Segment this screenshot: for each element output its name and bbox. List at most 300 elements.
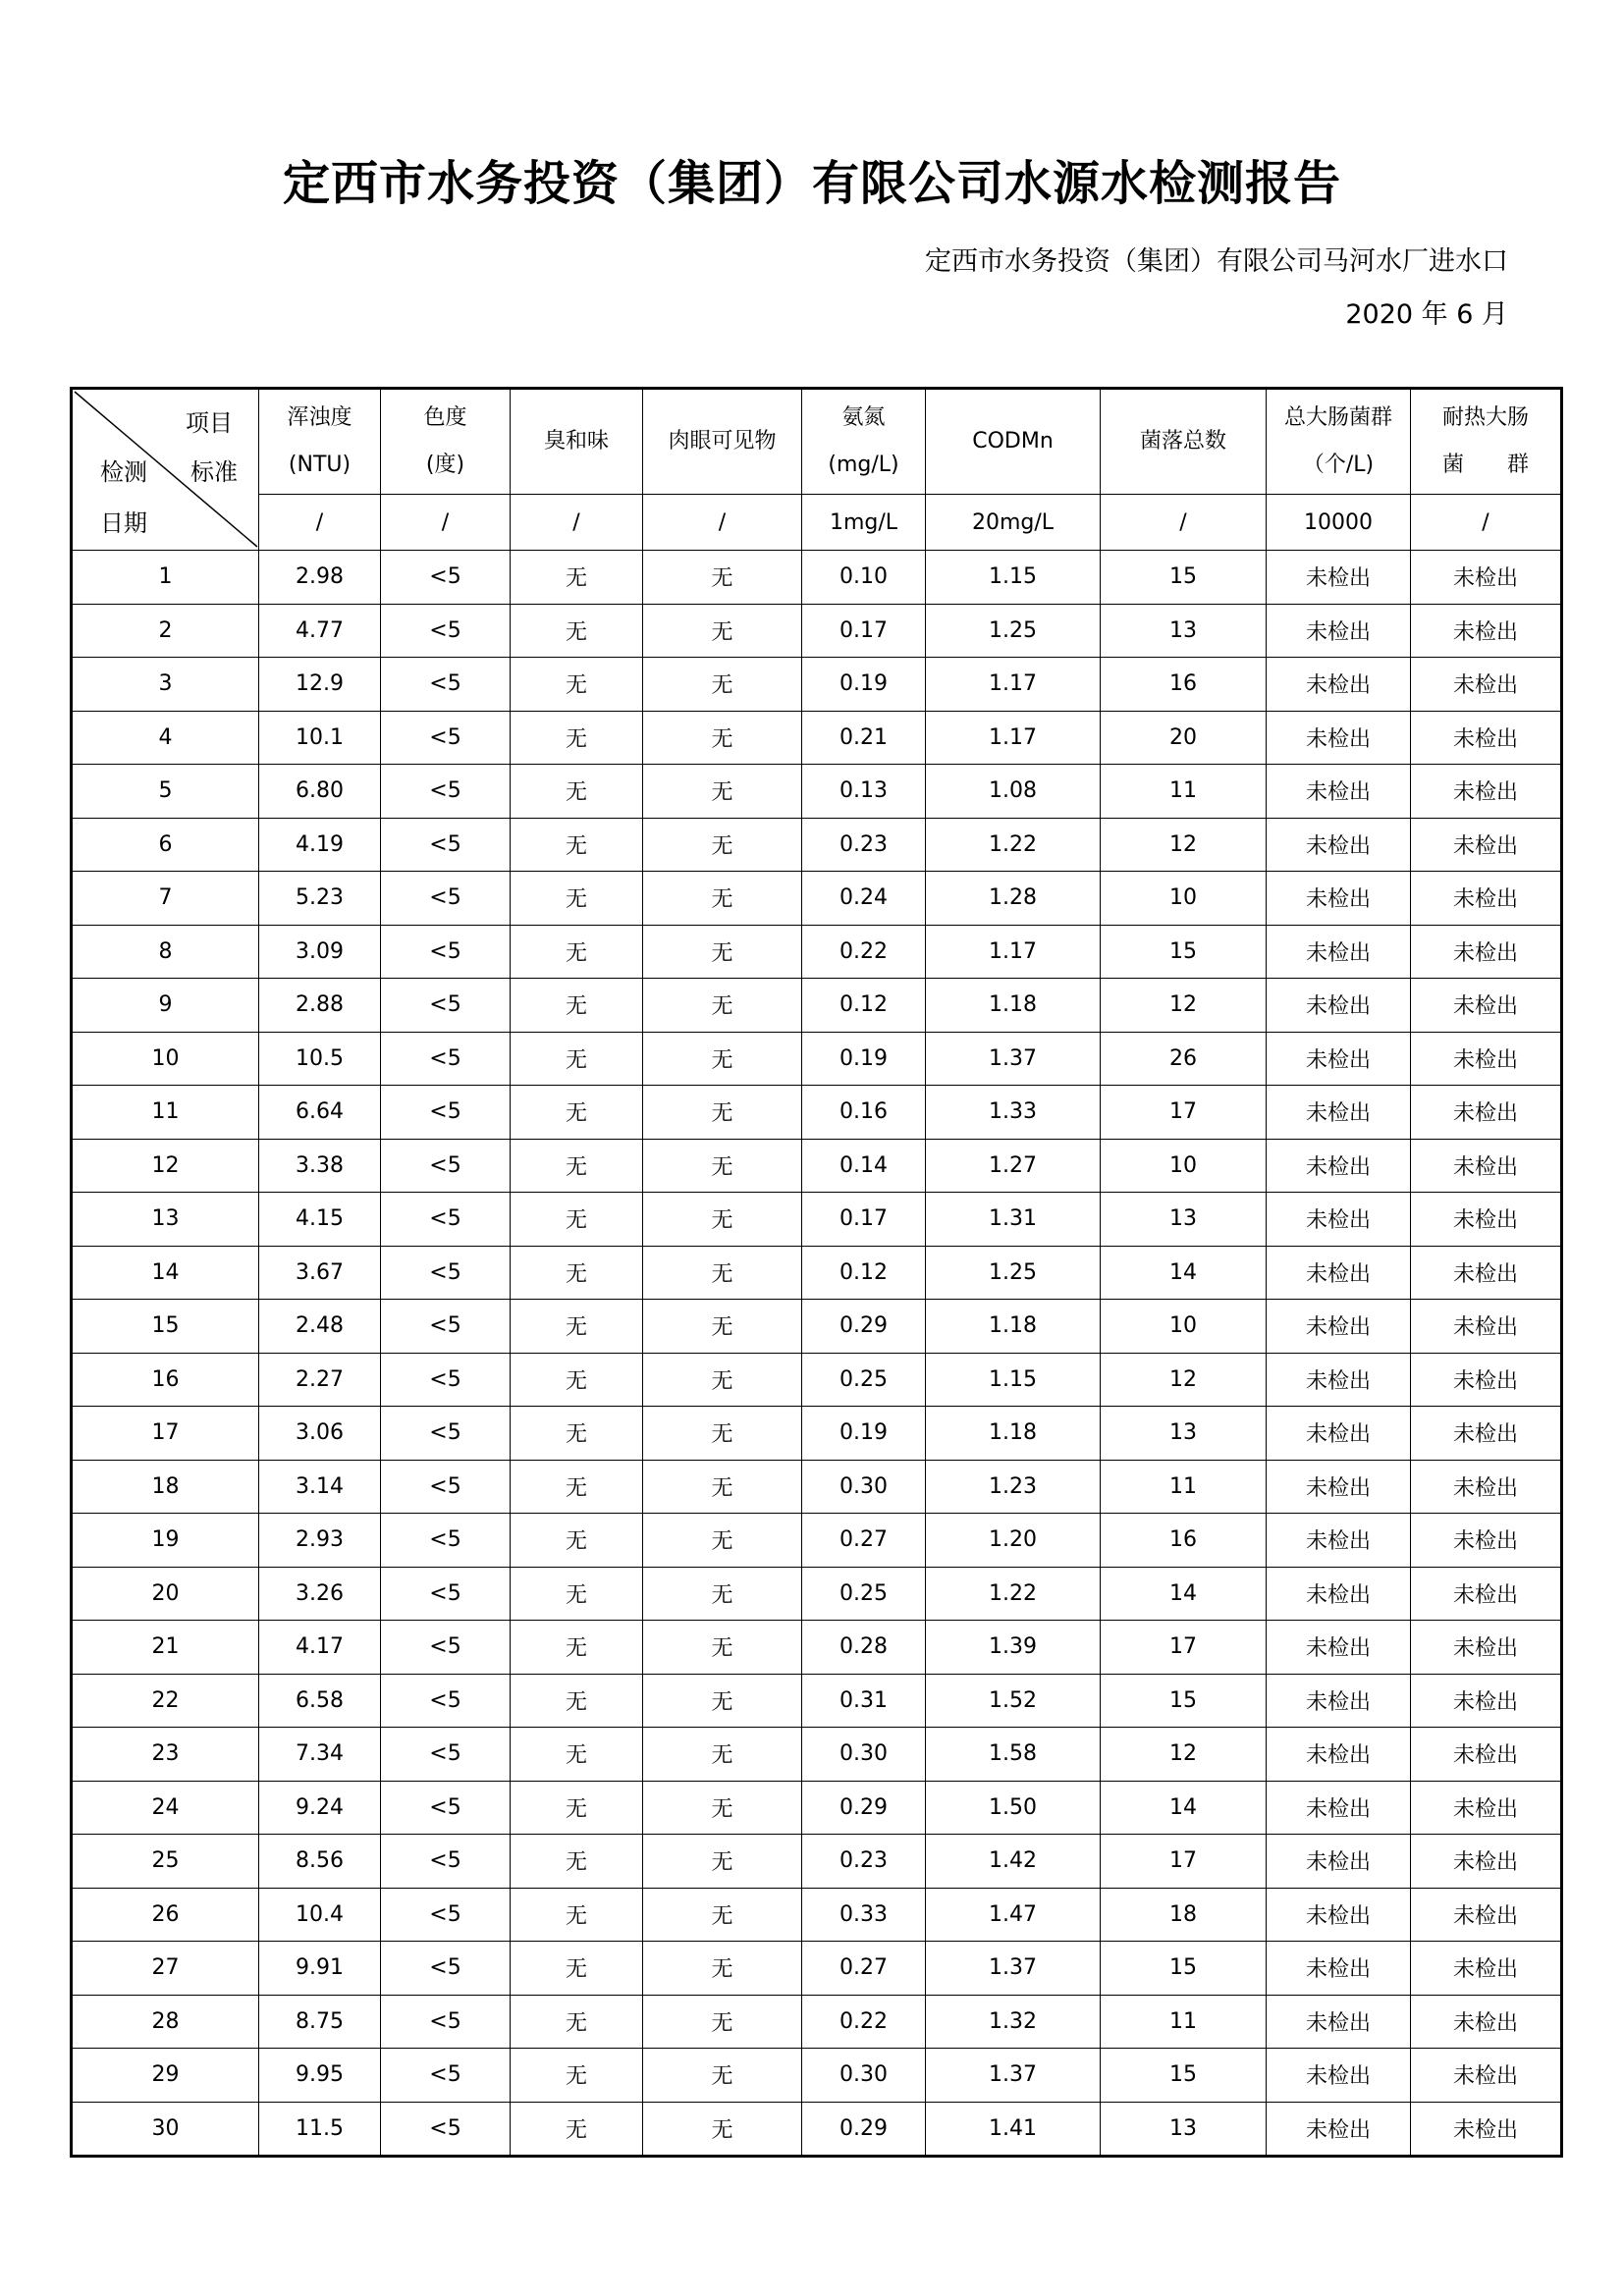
table-cell: 未检出	[1411, 2102, 1561, 2156]
day-cell: 22	[73, 1674, 259, 1728]
table-cell: 无	[511, 872, 643, 926]
table-cell: 无	[643, 658, 802, 712]
table-cell: 未检出	[1411, 1086, 1561, 1140]
table-cell: 0.22	[802, 925, 926, 979]
table-row	[73, 1728, 1561, 1782]
table-row	[73, 1086, 1561, 1140]
column-standard: 10000	[1267, 495, 1411, 551]
table-cell: 3.06	[259, 1407, 381, 1461]
table-cell: 无	[511, 1139, 643, 1193]
table-cell: 17	[1101, 1086, 1267, 1140]
table-cell: <5	[381, 1246, 511, 1300]
table-cell: 无	[511, 1995, 643, 2049]
table-cell: 无	[643, 1086, 802, 1140]
table-cell: 0.22	[802, 1995, 926, 2049]
column-header	[259, 390, 381, 495]
table-cell: 无	[511, 1300, 643, 1354]
table-cell: 1.37	[926, 1032, 1101, 1086]
table-cell: 未检出	[1411, 711, 1561, 765]
table-cell: 未检出	[1411, 1353, 1561, 1407]
table-cell: 1.31	[926, 1193, 1101, 1247]
table-cell: 无	[643, 1567, 802, 1621]
day-cell: 27	[73, 1942, 259, 1996]
table-cell: 未检出	[1267, 1888, 1411, 1942]
column-header-unit: 菌 群	[1441, 453, 1529, 477]
table-row	[73, 1514, 1561, 1568]
table-cell: 无	[643, 2049, 802, 2103]
table-cell: 0.16	[802, 1086, 926, 1140]
table-cell: <5	[381, 1193, 511, 1247]
table-cell: 未检出	[1267, 2102, 1411, 2156]
table-cell: 未检出	[1411, 1193, 1561, 1247]
table-cell: 5.23	[259, 872, 381, 926]
table-cell: <5	[381, 765, 511, 819]
table-row	[73, 2049, 1561, 2103]
table-cell: 12	[1101, 1353, 1267, 1407]
corner-test-label: 检测	[100, 458, 147, 486]
table-cell: 1.50	[926, 1781, 1101, 1835]
table-cell: 1.37	[926, 1942, 1101, 1996]
table-cell: 无	[511, 1728, 643, 1782]
table-cell: 13	[1101, 1407, 1267, 1461]
day-cell: 4	[73, 711, 259, 765]
table-cell: 无	[643, 1139, 802, 1193]
table-cell: 0.23	[802, 1835, 926, 1889]
table-row	[73, 1781, 1561, 1835]
report-date: 2020 年 6 月	[1345, 299, 1508, 330]
table-cell: 无	[511, 1621, 643, 1675]
table-row	[73, 1139, 1561, 1193]
table-cell: 无	[511, 1460, 643, 1514]
corner-diagonal-cell	[73, 390, 259, 551]
table-cell: 0.19	[802, 1032, 926, 1086]
table-cell: 9.24	[259, 1781, 381, 1835]
table-cell: 未检出	[1267, 765, 1411, 819]
table-cell: <5	[381, 1353, 511, 1407]
table-cell: 未检出	[1411, 2049, 1561, 2103]
table-cell: 1.23	[926, 1460, 1101, 1514]
table-cell: 无	[511, 1514, 643, 1568]
table-cell: 1.25	[926, 604, 1101, 658]
table-cell: <5	[381, 979, 511, 1033]
table-cell: 未检出	[1411, 925, 1561, 979]
column-header-unit: (NTU)	[288, 453, 352, 477]
column-header-unit: (mg/L)	[828, 453, 899, 477]
table-cell: 15	[1101, 551, 1267, 605]
table-cell: <5	[381, 925, 511, 979]
table-cell: 未检出	[1411, 1407, 1561, 1461]
column-header	[802, 390, 926, 495]
table-row	[73, 1246, 1561, 1300]
table-cell: 无	[643, 711, 802, 765]
table-cell: 2.88	[259, 979, 381, 1033]
table-cell: 无	[511, 1032, 643, 1086]
table-cell: 0.30	[802, 1460, 926, 1514]
day-cell: 9	[73, 979, 259, 1033]
table-cell: 1.42	[926, 1835, 1101, 1889]
table-cell: 未检出	[1267, 1246, 1411, 1300]
table-cell: 16	[1101, 1514, 1267, 1568]
table-cell: 0.25	[802, 1567, 926, 1621]
table-cell: 2.98	[259, 551, 381, 605]
table-cell: 1.17	[926, 658, 1101, 712]
table-cell: 0.23	[802, 818, 926, 872]
table-cell: 未检出	[1411, 1942, 1561, 1996]
table-cell: <5	[381, 2102, 511, 2156]
day-cell: 25	[73, 1835, 259, 1889]
table-cell: 无	[511, 1942, 643, 1996]
table-cell: 无	[643, 1835, 802, 1889]
table-row	[73, 1300, 1561, 1354]
table-cell: 无	[511, 1567, 643, 1621]
table-cell: <5	[381, 1300, 511, 1354]
table-cell: <5	[381, 818, 511, 872]
table-cell: 未检出	[1411, 1139, 1561, 1193]
column-standard: /	[1101, 495, 1267, 551]
table-cell: 0.28	[802, 1621, 926, 1675]
day-cell: 5	[73, 765, 259, 819]
table-cell: 0.29	[802, 1781, 926, 1835]
day-cell: 10	[73, 1032, 259, 1086]
table-cell: 15	[1101, 1942, 1267, 1996]
table-cell: <5	[381, 1621, 511, 1675]
table-cell: 无	[511, 604, 643, 658]
table-cell: 4.19	[259, 818, 381, 872]
column-standard: 20mg/L	[926, 495, 1101, 551]
table-cell: 12.9	[259, 658, 381, 712]
table-cell: 1.32	[926, 1995, 1101, 2049]
table-cell: 未检出	[1411, 1781, 1561, 1835]
table-cell: 未检出	[1411, 765, 1561, 819]
column-header-unit: (度)	[425, 453, 465, 477]
table-cell: 未检出	[1267, 1139, 1411, 1193]
table-cell: <5	[381, 2049, 511, 2103]
table-row	[73, 979, 1561, 1033]
table-cell: 8.75	[259, 1995, 381, 2049]
table-cell: 未检出	[1411, 818, 1561, 872]
table-cell: 无	[511, 2102, 643, 2156]
table-cell: 未检出	[1267, 658, 1411, 712]
table-cell: 1.15	[926, 551, 1101, 605]
table-cell: 无	[511, 818, 643, 872]
table-cell: 未检出	[1267, 1460, 1411, 1514]
table-cell: 0.13	[802, 765, 926, 819]
day-cell: 15	[73, 1300, 259, 1354]
table-cell: 1.33	[926, 1086, 1101, 1140]
table-cell: 2.27	[259, 1353, 381, 1407]
corner-standard-label: 标准	[190, 458, 238, 486]
table-row	[73, 1621, 1561, 1675]
table-cell: 未检出	[1411, 1674, 1561, 1728]
table-cell: 未检出	[1267, 1728, 1411, 1782]
column-header	[1411, 390, 1561, 495]
table-cell: <5	[381, 872, 511, 926]
table-cell: 无	[643, 1514, 802, 1568]
table-cell: <5	[381, 1888, 511, 1942]
table-cell: 0.30	[802, 2049, 926, 2103]
table-row	[73, 1353, 1561, 1407]
table-cell: 9.95	[259, 2049, 381, 2103]
day-cell: 7	[73, 872, 259, 926]
table-cell: 未检出	[1267, 872, 1411, 926]
table-cell: 10.5	[259, 1032, 381, 1086]
table-cell: 未检出	[1411, 1888, 1561, 1942]
table-cell: 0.17	[802, 1193, 926, 1247]
table-cell: 未检出	[1267, 1621, 1411, 1675]
table-cell: 4.15	[259, 1193, 381, 1247]
table-cell: 1.25	[926, 1246, 1101, 1300]
table-cell: 无	[643, 1781, 802, 1835]
table-cell: 0.17	[802, 604, 926, 658]
column-standard: /	[259, 495, 381, 551]
table-cell: 0.19	[802, 1407, 926, 1461]
day-cell: 23	[73, 1728, 259, 1782]
table-row	[73, 1407, 1561, 1461]
table-cell: 无	[511, 658, 643, 712]
column-header-name: 总大肠菌群	[1283, 405, 1392, 430]
table-cell: 无	[511, 1086, 643, 1140]
table-cell: 未检出	[1267, 1353, 1411, 1407]
table-cell: 未检出	[1267, 1514, 1411, 1568]
table-row	[73, 925, 1561, 979]
table-cell: 0.29	[802, 1300, 926, 1354]
table-cell: <5	[381, 1086, 511, 1140]
table-cell: 1.58	[926, 1728, 1101, 1782]
table-cell: 11	[1101, 1995, 1267, 2049]
table-cell: 未检出	[1411, 1460, 1561, 1514]
table-cell: <5	[381, 1032, 511, 1086]
day-cell: 3	[73, 658, 259, 712]
column-header-name: CODMn	[972, 429, 1054, 454]
table-cell: 1.18	[926, 979, 1101, 1033]
table-cell: 无	[643, 1942, 802, 1996]
table-cell: 未检出	[1411, 872, 1561, 926]
table-cell: <5	[381, 604, 511, 658]
column-header-name: 氨氮	[841, 405, 886, 430]
table-cell: 1.18	[926, 1300, 1101, 1354]
table-cell: 未检出	[1267, 1193, 1411, 1247]
table-cell: 无	[643, 1353, 802, 1407]
day-cell: 29	[73, 2049, 259, 2103]
table-cell: 1.28	[926, 872, 1101, 926]
table-cell: 18	[1101, 1888, 1267, 1942]
table-cell: 2.48	[259, 1300, 381, 1354]
column-standard: /	[511, 495, 643, 551]
table-cell: 未检出	[1267, 2049, 1411, 2103]
table-row	[73, 711, 1561, 765]
header-row-standards	[73, 495, 1561, 551]
table-cell: 0.14	[802, 1139, 926, 1193]
table-cell: 11.5	[259, 2102, 381, 2156]
water-quality-table	[72, 389, 1561, 2156]
column-header-name: 耐热大肠	[1441, 405, 1529, 430]
table-cell: 6.80	[259, 765, 381, 819]
table-cell: 未检出	[1411, 1995, 1561, 2049]
day-cell: 16	[73, 1353, 259, 1407]
table-cell: 无	[643, 604, 802, 658]
table-cell: 无	[643, 1300, 802, 1354]
column-standard: /	[643, 495, 802, 551]
table-cell: 13	[1101, 2102, 1267, 2156]
table-cell: 1.22	[926, 1567, 1101, 1621]
column-header	[1101, 390, 1267, 495]
table-cell: 无	[643, 1995, 802, 2049]
day-cell: 19	[73, 1514, 259, 1568]
table-row	[73, 1942, 1561, 1996]
table-cell: 0.10	[802, 551, 926, 605]
table-row	[73, 1567, 1561, 1621]
table-cell: 未检出	[1267, 925, 1411, 979]
table-row	[73, 551, 1561, 605]
table-row	[73, 2102, 1561, 2156]
table-cell: 1.15	[926, 1353, 1101, 1407]
table-cell: 7.34	[259, 1728, 381, 1782]
table-cell: <5	[381, 711, 511, 765]
table-cell: 未检出	[1267, 1300, 1411, 1354]
table-cell: 16	[1101, 658, 1267, 712]
table-cell: 1.52	[926, 1674, 1101, 1728]
table-row	[73, 658, 1561, 712]
table-row	[73, 1835, 1561, 1889]
table-cell: 无	[643, 1621, 802, 1675]
day-cell: 30	[73, 2102, 259, 2156]
column-header	[511, 390, 643, 495]
table-cell: 无	[511, 765, 643, 819]
table-cell: 未检出	[1267, 818, 1411, 872]
table-cell: <5	[381, 1567, 511, 1621]
table-cell: <5	[381, 551, 511, 605]
table-cell: 3.26	[259, 1567, 381, 1621]
table-cell: 3.67	[259, 1246, 381, 1300]
table-cell: 无	[643, 2102, 802, 2156]
day-cell: 6	[73, 818, 259, 872]
day-cell: 24	[73, 1781, 259, 1835]
table-cell: <5	[381, 1835, 511, 1889]
day-cell: 8	[73, 925, 259, 979]
day-cell: 18	[73, 1460, 259, 1514]
table-cell: <5	[381, 1674, 511, 1728]
table-cell: 未检出	[1411, 1032, 1561, 1086]
table-cell: 0.30	[802, 1728, 926, 1782]
table-cell: 无	[643, 1246, 802, 1300]
table-cell: 无	[643, 551, 802, 605]
table-cell: 1.27	[926, 1139, 1101, 1193]
header-row-names	[73, 390, 1561, 495]
table-cell: 未检出	[1267, 979, 1411, 1033]
table-cell: 未检出	[1267, 1032, 1411, 1086]
column-header-unit: （个/L)	[1302, 453, 1375, 477]
table-cell: 未检出	[1267, 1942, 1411, 1996]
table-cell: 3.38	[259, 1139, 381, 1193]
table-cell: 11	[1101, 765, 1267, 819]
table-row	[73, 1995, 1561, 2049]
table-cell: 未检出	[1267, 1674, 1411, 1728]
table-cell: 无	[511, 1353, 643, 1407]
day-cell: 11	[73, 1086, 259, 1140]
table-cell: 无	[511, 1781, 643, 1835]
day-cell: 13	[73, 1193, 259, 1247]
table-cell: 0.31	[802, 1674, 926, 1728]
table-row	[73, 1460, 1561, 1514]
table-cell: 无	[643, 1407, 802, 1461]
table-cell: 无	[643, 1032, 802, 1086]
column-standard: 1mg/L	[802, 495, 926, 551]
table-cell: 15	[1101, 925, 1267, 979]
table-cell: 无	[643, 1460, 802, 1514]
table-cell: <5	[381, 1139, 511, 1193]
column-header-name: 肉眼可见物	[668, 429, 777, 454]
table-cell: 未检出	[1267, 711, 1411, 765]
table-cell: 14	[1101, 1246, 1267, 1300]
table-cell: 12	[1101, 1728, 1267, 1782]
table-cell: 未检出	[1411, 658, 1561, 712]
column-header	[643, 390, 802, 495]
table-row	[73, 818, 1561, 872]
day-cell: 28	[73, 1995, 259, 2049]
table-cell: 20	[1101, 711, 1267, 765]
table-cell: 无	[643, 979, 802, 1033]
table-cell: 无	[643, 818, 802, 872]
table-cell: 无	[643, 872, 802, 926]
table-cell: 无	[511, 551, 643, 605]
table-row	[73, 765, 1561, 819]
table-cell: <5	[381, 1781, 511, 1835]
table-cell: 无	[511, 711, 643, 765]
day-cell: 2	[73, 604, 259, 658]
table-cell: 14	[1101, 1781, 1267, 1835]
table-cell: <5	[381, 658, 511, 712]
table-cell: 无	[511, 1835, 643, 1889]
table-cell: 11	[1101, 1460, 1267, 1514]
column-header-name: 色度	[423, 405, 467, 430]
table-cell: 未检出	[1411, 1567, 1561, 1621]
table-cell: 3.14	[259, 1460, 381, 1514]
table-cell: 未检出	[1267, 1407, 1411, 1461]
table-cell: 未检出	[1411, 1514, 1561, 1568]
table-cell: 无	[511, 1193, 643, 1247]
table-row	[73, 872, 1561, 926]
table-cell: 无	[511, 1674, 643, 1728]
table-cell: 未检出	[1267, 1781, 1411, 1835]
table-cell: 无	[643, 925, 802, 979]
table-cell: 10.4	[259, 1888, 381, 1942]
table-cell: 14	[1101, 1567, 1267, 1621]
table-cell: 1.20	[926, 1514, 1101, 1568]
table-cell: 0.19	[802, 658, 926, 712]
table-row	[73, 1032, 1561, 1086]
table-row	[73, 1674, 1561, 1728]
table-cell: 无	[511, 1246, 643, 1300]
day-cell: 21	[73, 1621, 259, 1675]
table-cell: 13	[1101, 1193, 1267, 1247]
column-header-name: 菌落总数	[1139, 429, 1226, 454]
table-body	[73, 390, 1561, 2156]
table-cell: 0.12	[802, 1246, 926, 1300]
table-cell: 未检出	[1411, 1246, 1561, 1300]
table-cell: 未检出	[1411, 1300, 1561, 1354]
day-cell: 20	[73, 1567, 259, 1621]
table-cell: 13	[1101, 604, 1267, 658]
column-header	[1267, 390, 1411, 495]
table-cell: 4.17	[259, 1621, 381, 1675]
table-row	[73, 1888, 1561, 1942]
table-cell: 无	[643, 1728, 802, 1782]
table-cell: 未检出	[1267, 1567, 1411, 1621]
table-cell: 3.09	[259, 925, 381, 979]
table-cell: 未检出	[1267, 1086, 1411, 1140]
table-cell: 0.27	[802, 1514, 926, 1568]
table-cell: 1.18	[926, 1407, 1101, 1461]
